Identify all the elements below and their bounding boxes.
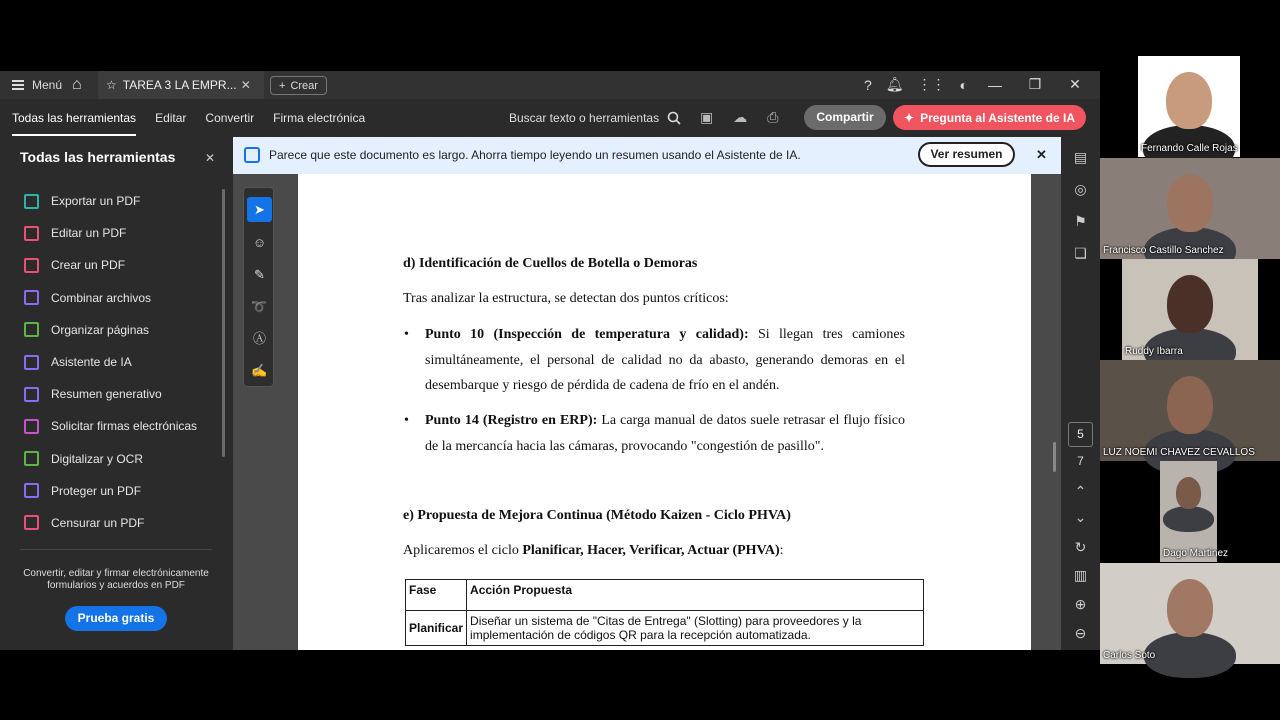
tool-item-label: Proteger un PDF (51, 483, 142, 498)
table-row (406, 611, 924, 646)
tool-item[interactable] (24, 475, 219, 507)
menu-button[interactable] (12, 78, 62, 92)
tool-item-label: Combinar archivos (51, 290, 152, 305)
tool-item-label: Crear un PDF (51, 258, 126, 273)
tool-item[interactable] (24, 249, 219, 281)
main-toolbar (0, 99, 1100, 136)
tool-item[interactable] (24, 282, 219, 314)
create-button[interactable] (270, 76, 327, 95)
bookmark-rail-icon[interactable]: ⚑ (1074, 213, 1087, 229)
participant-name: Dago Martinez (1163, 548, 1229, 559)
tool-item[interactable] (24, 378, 219, 410)
tab-edit[interactable]: Editar (155, 111, 187, 125)
promo-text: Convertir, editar y firmar electrónicamente formularios y acuerdos en PDF (23, 568, 209, 591)
redact-pdf-icon (24, 515, 39, 530)
rotate-icon[interactable]: ↻ (1074, 539, 1087, 555)
participant-video (1167, 579, 1213, 637)
table-header-row (406, 580, 924, 611)
p2-suffix: : (779, 543, 784, 558)
tool-item-label: Editar un PDF (51, 226, 127, 241)
bell-icon[interactable]: 🔔︎ (885, 76, 904, 92)
participant-body (1163, 506, 1214, 532)
tool-item[interactable] (24, 443, 219, 475)
paragraph-2 (403, 543, 784, 559)
tab-title: TAREA 3 LA EMPR... (122, 78, 237, 92)
star-icon[interactable]: ☆ (106, 78, 117, 92)
participant-tile[interactable] (1122, 259, 1258, 360)
participant-video (1167, 376, 1213, 434)
tool-item[interactable] (24, 410, 219, 442)
export-pdf-icon (24, 194, 39, 209)
tool-item-label: Asistente de IA (51, 355, 132, 370)
toolbar-icons (700, 109, 778, 126)
acrobat-window (0, 71, 1100, 650)
summary-icon (244, 147, 260, 163)
sign-tool-icon[interactable]: ✍ (251, 363, 268, 378)
bullet-2-text: La carga manual de datos suele retrasar el flujo físico de la mercancía hacia las cámaras, provocando "congestión de pasillo". (425, 413, 905, 454)
tool-item[interactable] (24, 314, 219, 346)
p2-bold: Planificar, Hacer, Verificar, Actuar (PHVA) (522, 543, 780, 558)
current-page-input[interactable]: 5 (1068, 422, 1093, 447)
highlight-pen-icon[interactable]: ✎ (254, 267, 265, 282)
home-icon[interactable]: ⌂ (72, 76, 82, 93)
share-button[interactable]: Compartir (804, 105, 886, 130)
paragraph-1: Tras analizar la estructura, se detectan dos puntos críticos: (403, 291, 729, 306)
generative-summary-icon (24, 387, 39, 402)
pages-rail-icon[interactable]: ❏ (1074, 245, 1087, 261)
bullet-1 (425, 322, 905, 399)
edit-pdf-icon (24, 226, 39, 241)
tool-item-label: Censurar un PDF (51, 515, 145, 530)
participant-body (1144, 632, 1236, 678)
participant-tile[interactable] (1160, 461, 1229, 562)
tab-all-tools[interactable]: Todas las herramientas (12, 111, 137, 125)
phva-table (405, 579, 924, 646)
zoom-in-icon[interactable]: ⊕ (1074, 596, 1087, 612)
bullet-1-bold: Punto 10 (Inspección de temperatura y calidad): (425, 327, 749, 342)
tool-item-label: Solicitar firmas electrónicas (51, 419, 198, 434)
tool-item[interactable] (24, 507, 219, 539)
minimize-button[interactable]: — (988, 76, 1002, 93)
search-tools[interactable] (509, 111, 681, 125)
page-view-icon[interactable]: ▥ (1073, 567, 1088, 583)
tool-item[interactable] (24, 185, 219, 217)
participant-name: LUZ NOEMI CHAVEZ CEVALLOS (1103, 447, 1255, 458)
tool-item-label: Resumen generativo (51, 387, 162, 402)
text-select-icon[interactable]: Ⓐ (252, 331, 266, 346)
participant-name: Carlos Soto (1103, 650, 1156, 661)
plus-icon: + (279, 79, 286, 92)
tab-e-sign[interactable]: Firma electrónica (273, 111, 366, 125)
bullet-2 (425, 408, 905, 459)
participant-video (1167, 174, 1213, 232)
table-header: Acción Propuesta (467, 580, 924, 611)
close-tab-icon[interactable]: ✕ (240, 78, 251, 92)
banner-text: Parece que este documento es largo. Ahorra tiempo leyendo un resumen usando el Asistente de IA. (269, 148, 801, 162)
ai-chat-icon: ✦ (904, 110, 915, 125)
floating-toolbar (243, 187, 274, 387)
heading-e: e) Propuesta de Mejora Continua (Método Kaizen - Ciclo PHVA) (403, 508, 791, 523)
divider (20, 549, 212, 550)
save-icon[interactable]: ▣ (700, 109, 714, 125)
total-pages: 7 (1077, 454, 1084, 468)
participant-video (1167, 275, 1213, 333)
create-label: Crear (290, 79, 318, 92)
tool-item[interactable] (24, 346, 219, 378)
title-bar (0, 71, 1100, 99)
free-trial-button[interactable]: Prueba gratis (65, 606, 167, 631)
protect-pdf-icon (24, 483, 39, 498)
participant-video (1176, 477, 1202, 509)
tool-item-label: Digitalizar y OCR (51, 451, 144, 466)
table-header: Fase (406, 580, 467, 611)
participant-name: Ruddy Ibarra (1125, 346, 1183, 357)
participant-name: Fernando Calle Rojas (1141, 143, 1238, 154)
request-signatures-icon (24, 419, 39, 434)
p2-prefix: Aplicaremos el ciclo (403, 543, 523, 558)
participant-tile[interactable] (1138, 56, 1240, 157)
help-icon[interactable]: ? (863, 76, 872, 93)
participant-tile[interactable] (1100, 360, 1280, 461)
window-controls (864, 76, 1088, 93)
ai-summary-rail-icon[interactable]: ▤ (1073, 149, 1088, 165)
table-cell: Planificar (406, 611, 467, 646)
menu-label: Menú (32, 78, 63, 92)
hamburger-icon (12, 80, 24, 90)
organize-pages-icon (24, 322, 39, 337)
ai-assistant-button[interactable] (893, 105, 1086, 130)
heading-d: d) Identificación de Cuellos de Botella o Demoras (403, 256, 698, 271)
page-up-icon[interactable]: ⌃ (1074, 483, 1087, 499)
document-scrollbar[interactable] (1053, 442, 1056, 472)
comments-rail-icon[interactable]: ◎ (1074, 181, 1087, 197)
table-cell: Diseñar un sistema de "Citas de Entrega" (Slotting) para proveedores y la implementación de códigos QR para la recepción automatizada. (467, 611, 924, 646)
document-viewer[interactable] (233, 174, 1061, 650)
participant-video (1166, 72, 1212, 129)
participant-tile[interactable] (1100, 563, 1280, 664)
comment-tool-icon[interactable]: ☺ (252, 235, 267, 250)
document-tab[interactable] (98, 71, 264, 99)
upload-cloud-icon[interactable]: ☁ (733, 109, 748, 125)
account-avatar-icon[interactable]: ◐ (959, 76, 968, 93)
close-banner-icon[interactable]: ✕ (1036, 147, 1047, 162)
select-tool-icon[interactable]: ➤ (247, 197, 272, 222)
tools-list (24, 185, 219, 547)
ai-assistant-label: Pregunta al Asistente de IA (920, 110, 1075, 125)
panel-title: Todas las herramientas (20, 149, 176, 165)
zoom-out-icon[interactable]: ⊖ (1074, 625, 1087, 641)
all-tools-panel (0, 137, 231, 650)
scan-ocr-icon (24, 451, 39, 466)
close-panel-icon[interactable]: ✕ (205, 151, 216, 165)
search-icon (667, 111, 681, 125)
print-icon[interactable]: ⎙ (767, 109, 779, 125)
view-summary-button[interactable]: Ver resumen (918, 142, 1015, 167)
ai-assistant-icon (24, 355, 39, 370)
combine-files-icon (24, 290, 39, 305)
bullet-1-text: Si llegan tres camiones simultáneamente, el personal de calidad no da abasto, generando demoras en el desembarque y riesgo de pérdida de cadena de frío en el andén. (425, 327, 906, 393)
search-tools-label: Buscar texto o herramientas (509, 111, 660, 125)
right-rail (1061, 137, 1100, 650)
tab-convert[interactable]: Convertir (205, 111, 255, 125)
participant-tile[interactable] (1100, 158, 1280, 259)
tool-item-label: Exportar un PDF (51, 194, 141, 209)
lasso-draw-icon[interactable]: ➰ (251, 299, 268, 314)
participant-name: Francisco Castillo Sanchez (1103, 245, 1224, 256)
close-window-button[interactable]: ✕ (1069, 76, 1081, 92)
tool-item[interactable] (24, 217, 219, 249)
panel-scrollbar[interactable] (222, 189, 225, 457)
tool-item-label: Organizar páginas (51, 322, 150, 337)
toolbar-nav (12, 111, 365, 125)
pdf-page (298, 174, 1031, 650)
create-pdf-icon (24, 258, 39, 273)
page-down-icon[interactable]: ⌄ (1074, 509, 1087, 525)
maximize-button[interactable]: ❐ (1028, 76, 1042, 92)
ai-summary-banner (233, 137, 1061, 174)
bullet-2-bold: Punto 14 (Registro en ERP): (425, 413, 598, 428)
apps-grid-icon[interactable]: ⋮⋮ (917, 76, 946, 92)
